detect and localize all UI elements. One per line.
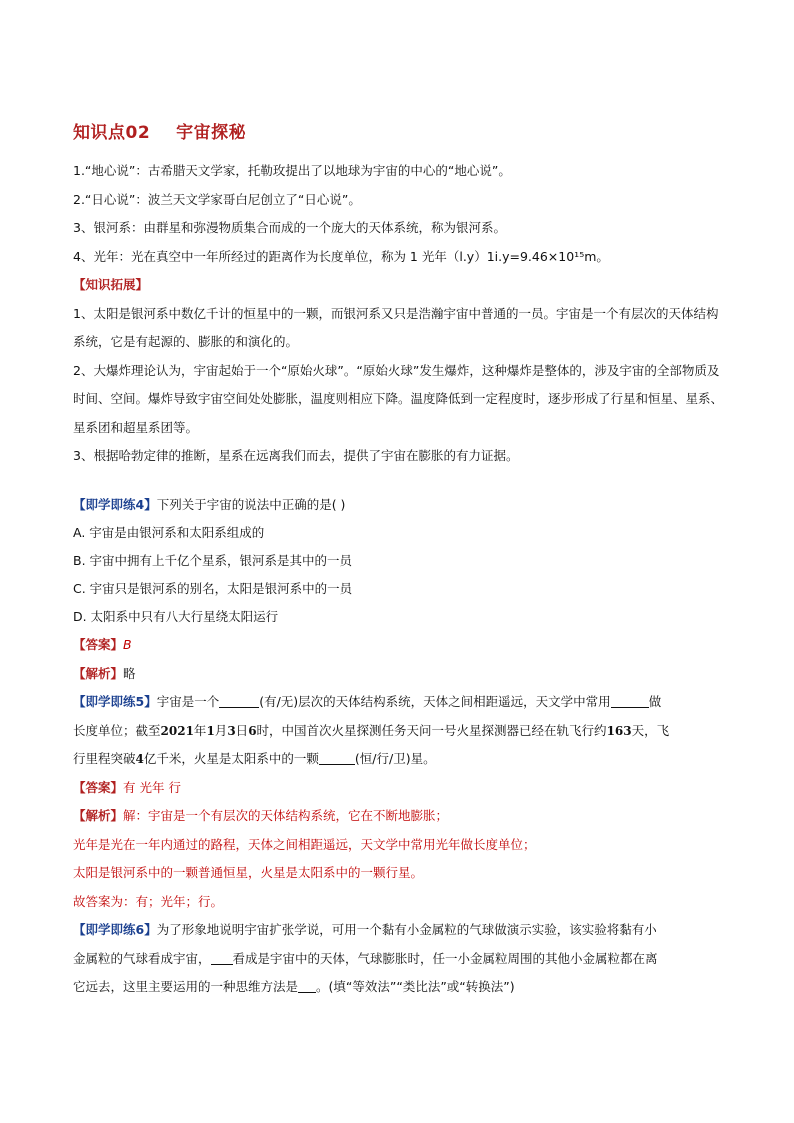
analysis-line: 光年是光在一年内通过的路程，天体之间相距遥远，天文学中常用光年做长度单位； <box>73 836 536 852</box>
fact-item: 1.“地心说”：古希腊天文学家，托勒玫提出了以地球为宇宙的中心的“地心说”。 <box>73 163 511 178</box>
analysis-label: 【解析】 <box>73 665 124 681</box>
question-text: 天，飞 <box>631 722 670 738</box>
extension-item: 3、根据哈勃定律的推断，星系在远离我们而去，提供了宇宙在膨胀的有力证据。 <box>73 448 519 463</box>
analysis-conclusion: 故答案为：有；光年；行。 <box>73 893 224 909</box>
answer-blank[interactable] <box>211 950 233 965</box>
question-text: 长度单位；截至 <box>73 722 161 738</box>
number-days: 163 <box>606 723 632 738</box>
fact-item: 3、银河系：由群星和弥漫物质集合而成的一个庞大的天体系统，称为银河系。 <box>73 220 506 235</box>
question-text: (恒/行/卫)星。 <box>354 751 436 766</box>
knowledge-extension <box>73 271 723 471</box>
question-text: 日 <box>235 722 249 738</box>
document-page <box>73 118 723 1002</box>
option-c: C. 宇宙只是银河系的别名，太阳是银河系中的一员 <box>73 581 353 596</box>
extension-item: 2、大爆炸理论认为，宇宙起始于一个“原始火球”。“原始火球”发生爆炸，这种爆炸是整体的，涉及宇宙的全部物质及时间、空间。爆炸导致宇宙空间处处膨胀，温度则相应下降。温度降低到一定程度时，逐步形成了行星和恒星、星系、星系团和超星系团等。 <box>73 362 724 435</box>
question-text: 。(填“等效法”“类比法”或“转换法”) <box>316 979 515 994</box>
facts-list <box>73 157 723 271</box>
analysis-label: 【解析】 <box>73 808 124 823</box>
section-heading <box>73 118 723 143</box>
question-tag: 【即学即练4】 <box>73 496 157 512</box>
option-b: B. 宇宙中拥有上千亿个星系，银河系是其中的一员 <box>73 553 353 568</box>
number-day: 3 <box>227 723 236 738</box>
question-text: 行里程突破 <box>73 751 136 766</box>
question-tag: 【即学即练5】 <box>73 694 157 709</box>
extension-item: 1、太阳是银河系中数亿千计的恒星中的一颗，而银河系又只是浩瀚宇宙中普通的一员。宇宙是一个有层次的天体结构系统，它是有起源的、膨胀的和演化的。 <box>73 305 719 349</box>
analysis-line: 太阳是银河系中的一颗普通恒星，火星是太阳系中的一颗行星。 <box>73 865 424 880</box>
answer-label: 【答案】 <box>73 637 124 652</box>
answer-blank[interactable] <box>219 693 259 708</box>
section-title: 宇宙探秘 <box>176 123 247 143</box>
question-6 <box>73 916 723 1002</box>
answer-value: 有 光年 行 <box>123 779 181 795</box>
fact-item: 2.“日心说”：波兰天文学家哥白尼创立了“日心说”。 <box>73 191 361 207</box>
question-text: 做 <box>648 694 662 709</box>
analysis-text: 略 <box>123 665 136 681</box>
question-text: 金属粒的气球看成宇宙， <box>73 950 211 966</box>
question-text: 月 <box>214 722 228 738</box>
question-5 <box>73 688 723 916</box>
question-text: (有/无)层次的天体结构系统，天体之间相距遥远，天文学中常用 <box>259 694 611 709</box>
answer-blank[interactable] <box>298 978 316 993</box>
answer-label: 【答案】 <box>73 779 124 795</box>
question-text: 年 <box>193 722 207 738</box>
question-text: 亿千米，火星是太阳系中的一颗 <box>143 751 319 766</box>
analysis-line: 解：宇宙是一个有层次的天体结构系统，它在不断地膨胀； <box>123 808 449 823</box>
answer-value: B <box>123 637 132 652</box>
section-number: 知识点02 <box>73 123 151 143</box>
question-text: 看成是宇宙中的天体，气球膨胀时，任一小金属粒周围的其他小金属粒都在离 <box>232 950 658 966</box>
extension-label: 【知识拓展】 <box>73 277 149 292</box>
question-text: 它远去，这里主要运用的一种思维方法是 <box>73 979 299 994</box>
question-text: 为了形象地说明宇宙扩张学说，可用一个黏有小金属粒的气球做演示实验，该实验将黏有小 <box>156 922 657 937</box>
question-text: 时，中国首次火星探测任务天问一号火星探测器已经在轨飞行约 <box>256 722 607 738</box>
number-year: 2021 <box>160 723 194 738</box>
question-4 <box>73 491 723 689</box>
number-distance: 4 <box>135 752 144 766</box>
question-stem: 下列关于宇宙的说法中正确的是( ) <box>156 496 346 512</box>
option-d: D. 太阳系中只有八大行星绕太阳运行 <box>73 609 279 624</box>
answer-blank[interactable] <box>611 693 649 708</box>
answer-blank[interactable] <box>319 750 355 765</box>
option-a: A. 宇宙是由银河系和太阳系组成的 <box>73 525 265 540</box>
question-text: 宇宙是一个 <box>156 694 220 709</box>
number-month: 1 <box>206 723 215 738</box>
number-hour: 6 <box>248 723 257 738</box>
question-tag: 【即学即练6】 <box>73 922 157 937</box>
fact-item: 4、光年：光在真空中一年所经过的距离作为长度单位，称为 1 光年（l.y）1i.y=9.46×10¹⁵m。 <box>73 248 609 264</box>
